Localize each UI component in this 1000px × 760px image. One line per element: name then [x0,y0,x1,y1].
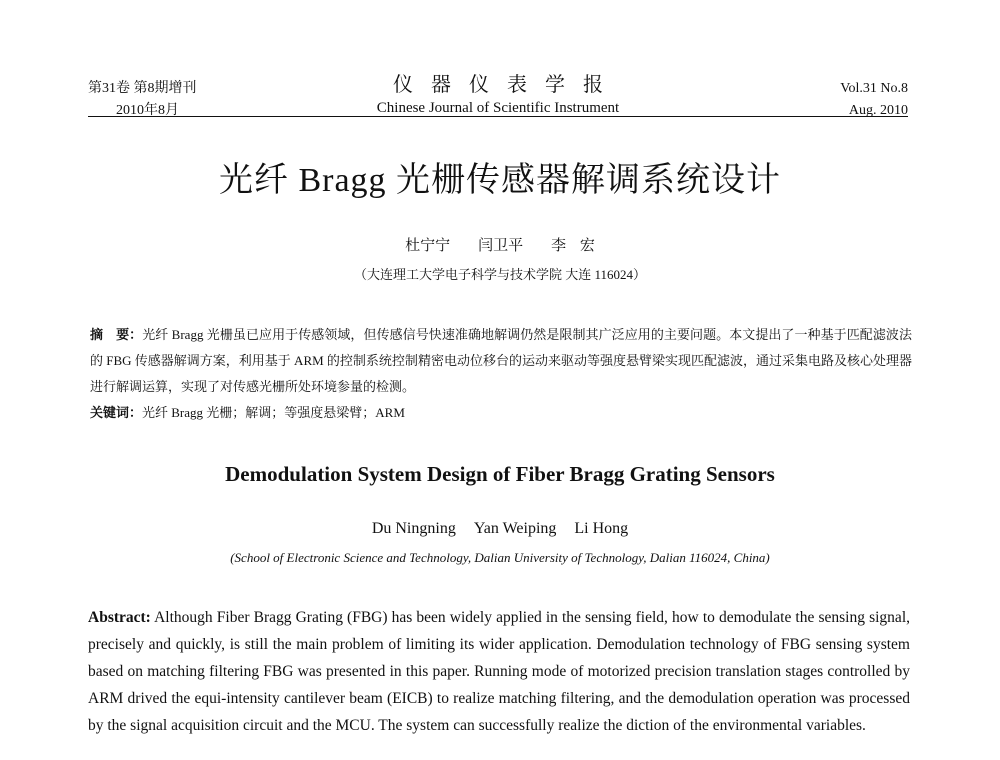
affiliation-en: (School of Electronic Science and Technology, Dalian University of Technology, Dalian 116024, China) [230,550,770,565]
abstract-text-en: Although Fiber Bragg Grating (FBG) has been widely applied in the sensing field, how to demodulate the sensing signal, precisely and quickly, is still the main problem of limiting its wider application. Demodulation technology of FBG sensing system based on matching filtering FBG was presented in this paper. Running mode of motorized precision translation stages controlled by ARM drived the equi-intensity cantilever beam (EICB) to realize matching filtering, and the demodulation operation was processed by the signal acquisition circuit and the MCU. The system can successfully realize the diction of the environmental variables. [88,609,910,734]
paper-title-en: Demodulation System Design of Fiber Bragg Grating Sensors [225,462,775,486]
abstract-cn [90,322,912,400]
keywords-label-cn: 关键词： [90,405,143,420]
affiliation-cn: （大连理工大学电子科学与技术学院 大连 116024） [353,267,647,282]
header-divider [88,116,908,117]
journal-name-en: Chinese Journal of Scientific Instrument [376,100,620,116]
keywords-cn [90,400,912,426]
journal-name-cn: 仪器仪表学报 [393,74,621,96]
abstract-label-en: Abstract: [88,609,151,626]
author-en: Yan Weiping [473,520,557,537]
abstract-text-cn: 光纤 Bragg 光栅虽已应用于传感领域，但传感信号快速准确地解调仍然是限制其广泛应用的主要问题。本文提出了一种基于匹配滤波法的 FBG 传感器解调方案，利用基于 ARM 的控制系统控制精密电动位移台的运动来驱动等强度悬臂梁实现匹配滤波，通过采集电路及核心处理器进行解调运算，实现了对传感光栅所处环境参量的检测。 [90,327,912,394]
date-en: Aug. 2010 [848,103,908,118]
volume-issue-line: 第31卷 第8期增刊 [88,81,197,96]
authors-cn [0,234,1000,255]
author-cn: 李 宏 [551,238,595,254]
abstract-en [88,604,910,739]
abstract-label-cn: 摘 要： [90,327,143,342]
keywords-text-cn: 光纤 Bragg 光栅；解调；等强度悬梁臂；ARM [142,405,405,420]
paper-title-cn: 光纤 Bragg 光栅传感器解调系统设计 [218,162,782,199]
author-en: Du Ningning [371,520,456,537]
page-header [88,60,908,122]
author-cn: 闫卫平 [478,238,524,254]
volume-number: Vol.31 No.8 [840,81,908,96]
journal-name [88,72,908,118]
author-en: Li Hong [574,520,629,537]
date-cn: 2010年8月 [116,103,179,118]
authors-en [0,520,1000,538]
author-cn: 杜宁宁 [405,238,451,254]
